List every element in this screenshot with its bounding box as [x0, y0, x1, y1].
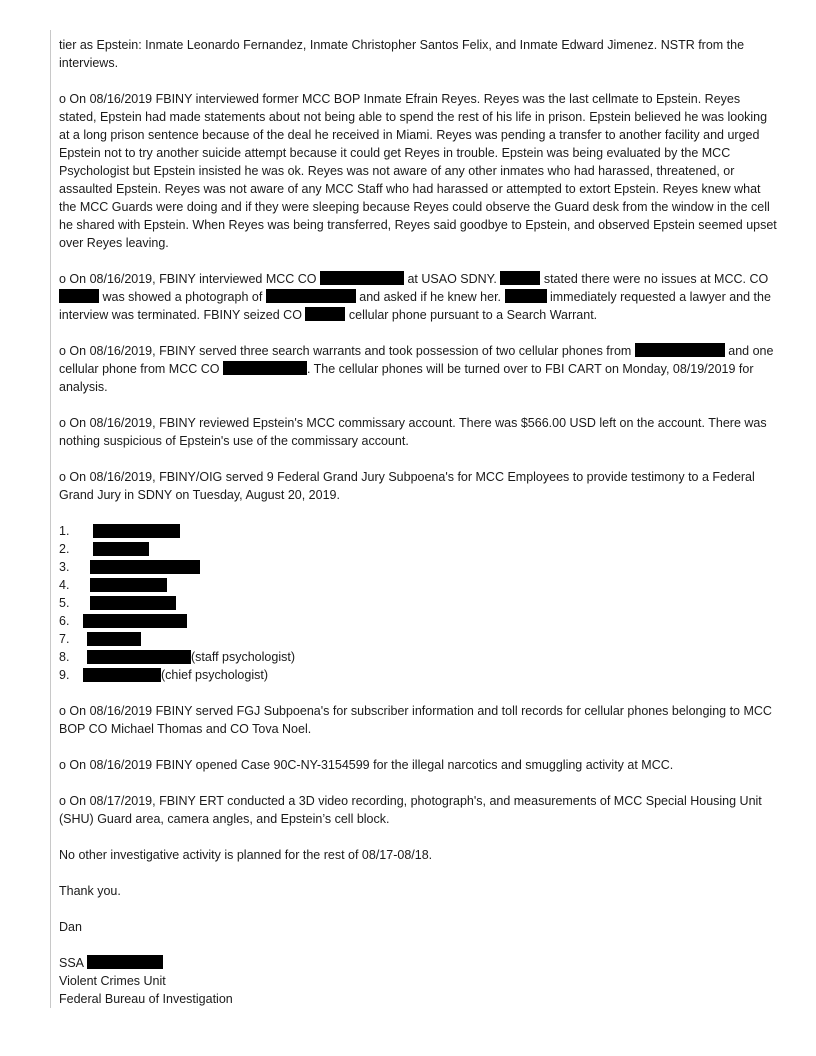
paragraph-fgj-phone-records: o On 08/16/2019 FBINY served FGJ Subpoena's for subscriber information and toll records for cellular phones belonging to MCC BOP CO Michael Thomas and CO Tova Noel.: [59, 704, 772, 736]
signature-org: Federal Bureau of Investigation: [59, 992, 233, 1006]
closing-line: Thank you.: [59, 884, 121, 898]
redaction: [90, 560, 200, 574]
signoff-name: Dan: [59, 920, 82, 934]
list-item: 6.: [59, 612, 779, 630]
list-item: 5.: [59, 594, 779, 612]
paragraph-co-interview: o On 08/16/2019, FBINY interviewed MCC CO at USAO SDNY. stated there were no issues at MCC. CO was showed a photograph of and asked if he knew her. immediately requested a lawyer and the interview was terminated. FBINY seized CO cellular phone pursuant to a Search Warrant.: [59, 272, 771, 322]
paragraph-search-warrants: o On 08/16/2019, FBINY served three search warrants and took possession of two cellular phones from and one cellular phone from MCC CO . The cellular phones will be turned over to FBI CART on Monday, 08/19/2019 for analysis.: [59, 344, 774, 394]
redaction: [93, 542, 149, 556]
email-body: [59, 36, 779, 1008]
paragraph-grand-jury-subpoena: o On 08/16/2019, FBINY/OIG served 9 Federal Grand Jury Subpoena's for MCC Employees to provide testimony to a Federal Grand Jury in SDNY on Tuesday, August 20, 2019.: [59, 470, 755, 502]
signature-unit: Violent Crimes Unit: [59, 974, 166, 988]
paragraph-commissary: o On 08/16/2019, FBINY reviewed Epstein's MCC commissary account. There was $566.00 USD left on the account. There was nothing suspicious of Epstein's use of the commissary account.: [59, 416, 767, 448]
redaction: [320, 271, 404, 285]
redaction: [59, 289, 99, 303]
list-item: 9. (chief psychologist): [59, 668, 268, 682]
list-item: 1.: [59, 522, 779, 540]
redaction: [87, 632, 141, 646]
redaction: [87, 955, 163, 969]
redaction: [83, 614, 187, 628]
redaction: [90, 578, 167, 592]
signature-block: [59, 954, 779, 1008]
paragraph-reyes-interview: o On 08/16/2019 FBINY interviewed former MCC BOP Inmate Efrain Reyes. Reyes was the last cellmate to Epstein. Reyes stated, Epstein had made statements about not being able to spend the rest of his life in prison. Epstein believed he was looking at a long prison sentence because of the deal he received in Miami. Reyes was pending a transfer to another facility and urged Epstein not to try another suicide attempt because it could get Reyes in trouble. Epstein was being evaluated by the MCC Psychologist but Epstein insisted he was ok. Reyes was not aware of any other inmates who had harassed, threatened, or assaulted Epstein. Reyes was not aware of any MCC Staff who had harassed or attempted to extort Epstein. Reyes knew what the MCC Guards were doing and if they were sleeping because Reyes could observe the Guard desk from the window in the cell he shared with Epstein. When Reyes was being transferred, Reyes said goodbye to Epstein, and observed Epstein seemed upset over Reyes leaving.: [59, 92, 777, 250]
redaction: [505, 289, 547, 303]
signature-title: SSA: [59, 954, 779, 972]
redaction: [500, 271, 540, 285]
paragraph-intro: tier as Epstein: Inmate Leonardo Fernandez, Inmate Christopher Santos Felix, and Inmate Edward Jimenez. NSTR from the interviews.: [59, 38, 745, 70]
redaction: [266, 289, 356, 303]
redaction: [93, 524, 180, 538]
redaction: [223, 361, 307, 375]
paragraph-ert-recording: o On 08/17/2019, FBINY ERT conducted a 3D video recording, photograph's, and measurements of MCC Special Housing Unit (SHU) Guard area, camera angles, and Epstein’s cell block.: [59, 794, 762, 826]
list-item: 7.: [59, 630, 779, 648]
list-item: 2.: [59, 540, 779, 558]
list-item: 3.: [59, 558, 779, 576]
quote-rule: [50, 30, 51, 1008]
redaction: [635, 343, 725, 357]
redaction: [87, 650, 191, 664]
paragraph-no-activity: No other investigative activity is planned for the rest of 08/17-08/18.: [59, 848, 433, 862]
subpoena-recipient-list: [59, 522, 779, 684]
list-item: 8. (staff psychologist): [59, 650, 295, 664]
redaction: [90, 596, 176, 610]
paragraph-case-opened: o On 08/16/2019 FBINY opened Case 90C-NY-3154599 for the illegal narcotics and smuggling activity at MCC.: [59, 758, 674, 772]
redaction: [305, 307, 345, 321]
redaction: [83, 668, 161, 682]
list-item: 4.: [59, 576, 779, 594]
